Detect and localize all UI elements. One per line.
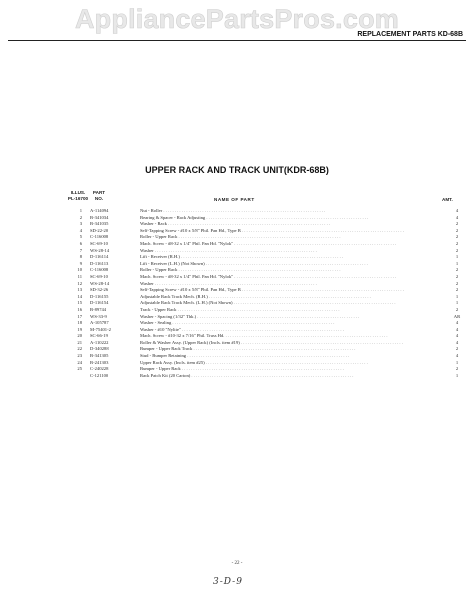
part-amount: 4: [455, 320, 459, 326]
part-number: C-240228: [90, 366, 109, 372]
parts-row: [0, 221, 474, 228]
part-name: Track - Upper Rack . . .: [140, 307, 432, 314]
part-amount: 4: [455, 214, 459, 220]
part-number: D-116155: [90, 293, 109, 299]
handwritten-note: 3-D-9: [213, 577, 243, 587]
parts-row: [0, 346, 474, 353]
parts-row: [0, 353, 474, 360]
part-name: Nut - Roller . . .: [140, 208, 432, 215]
part-number: C-121100: [90, 372, 109, 378]
part-name: Washer . . .: [140, 281, 432, 288]
part-amount: 4: [455, 353, 459, 359]
part-name: Roller & Washer Assy. (Upper Rack) (Incls. item #19) . . .: [140, 340, 432, 347]
illus-number: 11: [77, 273, 82, 279]
part-number: WS-33-9: [90, 313, 107, 319]
part-number: SC-69-10: [90, 273, 108, 279]
column-header-part: [84, 190, 114, 202]
parts-row: [0, 248, 474, 255]
part-amount: 2: [455, 240, 459, 246]
part-number: A-114094: [90, 208, 109, 213]
part-amount: 4: [455, 208, 459, 213]
part-name: Lift - Receiver (R.H.) . . .: [140, 254, 432, 261]
parts-row: [0, 241, 474, 248]
column-header-name: NAME OF PART: [214, 197, 255, 202]
section-title: UPPER RACK AND TRACK UNIT(KDR-68B): [145, 165, 329, 175]
illus-number: 24: [77, 359, 82, 365]
part-amount: 2: [455, 366, 459, 372]
part-number: SC-66-19: [90, 333, 108, 339]
illus-number: 13: [77, 287, 82, 293]
illus-number: 23: [77, 353, 82, 359]
part-name: Washer - Sealing . . .: [140, 320, 432, 327]
illus-number: 20: [77, 333, 82, 339]
parts-row: [0, 228, 474, 235]
part-amount: 2: [455, 227, 459, 233]
parts-row: [0, 287, 474, 294]
illus-number: 19: [77, 326, 82, 332]
part-number: D-116113: [90, 260, 109, 266]
part-number: B-341305: [90, 353, 109, 359]
part-amount: 2: [455, 280, 459, 286]
part-amount: 1: [455, 359, 459, 365]
part-name: Washer - Spacing (1/32" Thk.) . . .: [140, 314, 432, 321]
illus-number: 4: [79, 227, 82, 233]
part-name: Roller - Upper Rack . . .: [140, 234, 432, 241]
parts-row: [0, 307, 474, 314]
parts-row: [0, 254, 474, 261]
part-number: D-340288: [90, 346, 109, 352]
part-amount: 2: [455, 306, 459, 312]
part-number: A-105787: [90, 320, 109, 326]
part-name: Self-Tapping Screw - #10 x 5/8" Phil. Pan Hd., Type B . . .: [140, 228, 432, 235]
parts-list: [0, 208, 474, 379]
parts-row: [0, 360, 474, 367]
illus-number: 10: [77, 267, 82, 273]
column-header-illus-line1: ILLUS.: [70, 190, 86, 195]
parts-row: [0, 274, 474, 281]
part-amount: 1: [455, 293, 459, 299]
parts-row: [0, 366, 474, 373]
part-amount: AR: [453, 313, 461, 319]
part-amount: 4: [455, 326, 459, 332]
parts-row: [0, 234, 474, 241]
part-amount: 2: [455, 267, 459, 273]
parts-row: [0, 373, 474, 380]
parts-row: [0, 327, 474, 334]
column-header-amt: AMT.: [442, 197, 453, 202]
part-name: Lift - Receiver (L.H.) (Not Shown) . . .: [140, 261, 432, 268]
part-amount: 1: [455, 260, 459, 266]
illus-number: 16: [77, 306, 82, 312]
parts-row: [0, 208, 474, 215]
part-name: Roller - Upper Rack . . .: [140, 267, 432, 274]
part-number: SD-32-26: [90, 287, 109, 293]
illus-number: 17: [77, 313, 82, 319]
part-number: M-75401-2: [90, 326, 111, 332]
illus-number: 9: [79, 260, 82, 266]
parts-row: [0, 320, 474, 327]
part-amount: 1: [455, 300, 459, 306]
illus-number: 5: [79, 234, 82, 240]
part-number: A-110222: [90, 339, 109, 345]
part-amount: 2: [455, 346, 459, 352]
page-number: - 22 -: [231, 561, 243, 566]
illus-number: 22: [77, 346, 82, 352]
part-amount: 1: [455, 254, 459, 260]
part-name: Self-Tapping Screw - #10 x 5/8" Phil. Pan Hd., Type B . . .: [140, 287, 432, 294]
parts-row: [0, 215, 474, 222]
part-number: C-116008: [90, 234, 109, 240]
part-name: Rack Patch Kit (20 Carton) . . .: [140, 373, 432, 380]
illus-number: 21: [77, 339, 82, 345]
illus-number: 25: [77, 366, 82, 372]
illus-number: 3: [79, 221, 82, 227]
part-number: D-116154: [90, 300, 109, 306]
illus-number: 12: [77, 280, 82, 286]
part-name: Stud - Bumper Retaining . . .: [140, 353, 432, 360]
part-name: Upper Rack Assy. (Incls. item #25) . . .: [140, 360, 432, 367]
part-name: Bumper - Upper Rack . . .: [140, 366, 432, 373]
part-number: WS-28-14: [90, 247, 110, 253]
illus-number: 2: [79, 214, 82, 220]
part-name: Mach. Screw - #8-32 x 1/4" Phil. Pan Hd. "Nylok" . . .: [140, 274, 432, 281]
part-number: SC-69-10: [90, 240, 108, 246]
part-number: C-116008: [90, 267, 109, 273]
parts-row: [0, 294, 474, 301]
part-number: SD-22-20: [90, 227, 109, 233]
part-name: Washer - Rack . . .: [140, 221, 432, 228]
part-amount: 2: [455, 287, 459, 293]
illus-number: 14: [77, 293, 82, 299]
part-amount: 2: [455, 234, 459, 240]
part-name: Mach. Screw - #8-32 x 1/4" Phil. Pan Hd. "Nylok" . . .: [140, 241, 432, 248]
parts-row: [0, 340, 474, 347]
part-amount: 4: [455, 339, 459, 345]
column-header-illus-line2: PL-16700: [67, 196, 89, 201]
parts-row: [0, 261, 474, 268]
column-header-part-line2: NO.: [94, 196, 104, 201]
part-amount: 2: [455, 247, 459, 253]
part-name: Adjustable Rack Track Mech. (L.H.) (Not Shown) . . .: [140, 300, 432, 307]
parts-row: [0, 314, 474, 321]
part-number: WS-28-14: [90, 280, 110, 286]
part-number: D-116114: [90, 254, 109, 260]
illus-number: 7: [79, 247, 82, 253]
part-amount: 1: [455, 372, 459, 378]
part-name: Bumper - Upper Rack Track . . .: [140, 346, 432, 353]
part-number: B-89744: [90, 306, 107, 312]
part-name: Bearing & Spacer - Rack Adjusting . . .: [140, 215, 432, 222]
part-name: Mach. Screw - #10-32 x 7/16" Phil. Truss Hd. . . .: [140, 333, 432, 340]
part-amount: 2: [455, 273, 459, 279]
parts-row: [0, 333, 474, 340]
illus-number: 1: [79, 208, 82, 213]
part-number: B-341035: [90, 221, 109, 227]
part-number: B-241303: [90, 359, 109, 365]
illus-number: 18: [77, 320, 82, 326]
column-header-part-line1: PART: [92, 190, 106, 195]
illus-number: 8: [79, 254, 82, 260]
header-rule: [8, 40, 466, 41]
page-header-title: REPLACEMENT PARTS KD-68B: [357, 31, 463, 38]
illus-number: 6: [79, 240, 82, 246]
watermark: AppliancePartsPros.com: [74, 4, 399, 34]
part-amount: 2: [455, 221, 459, 227]
parts-row: [0, 281, 474, 288]
part-name: Adjustable Rack Track Mech. (R.H.) . . .: [140, 294, 432, 301]
parts-row: [0, 267, 474, 274]
illus-number: 15: [77, 300, 82, 306]
part-number: B-341034: [90, 214, 109, 220]
part-name: Washer - #10 "Nylite" . . .: [140, 327, 432, 334]
part-name: Washer . . .: [140, 248, 432, 255]
part-amount: 4: [455, 333, 459, 339]
parts-row: [0, 300, 474, 307]
